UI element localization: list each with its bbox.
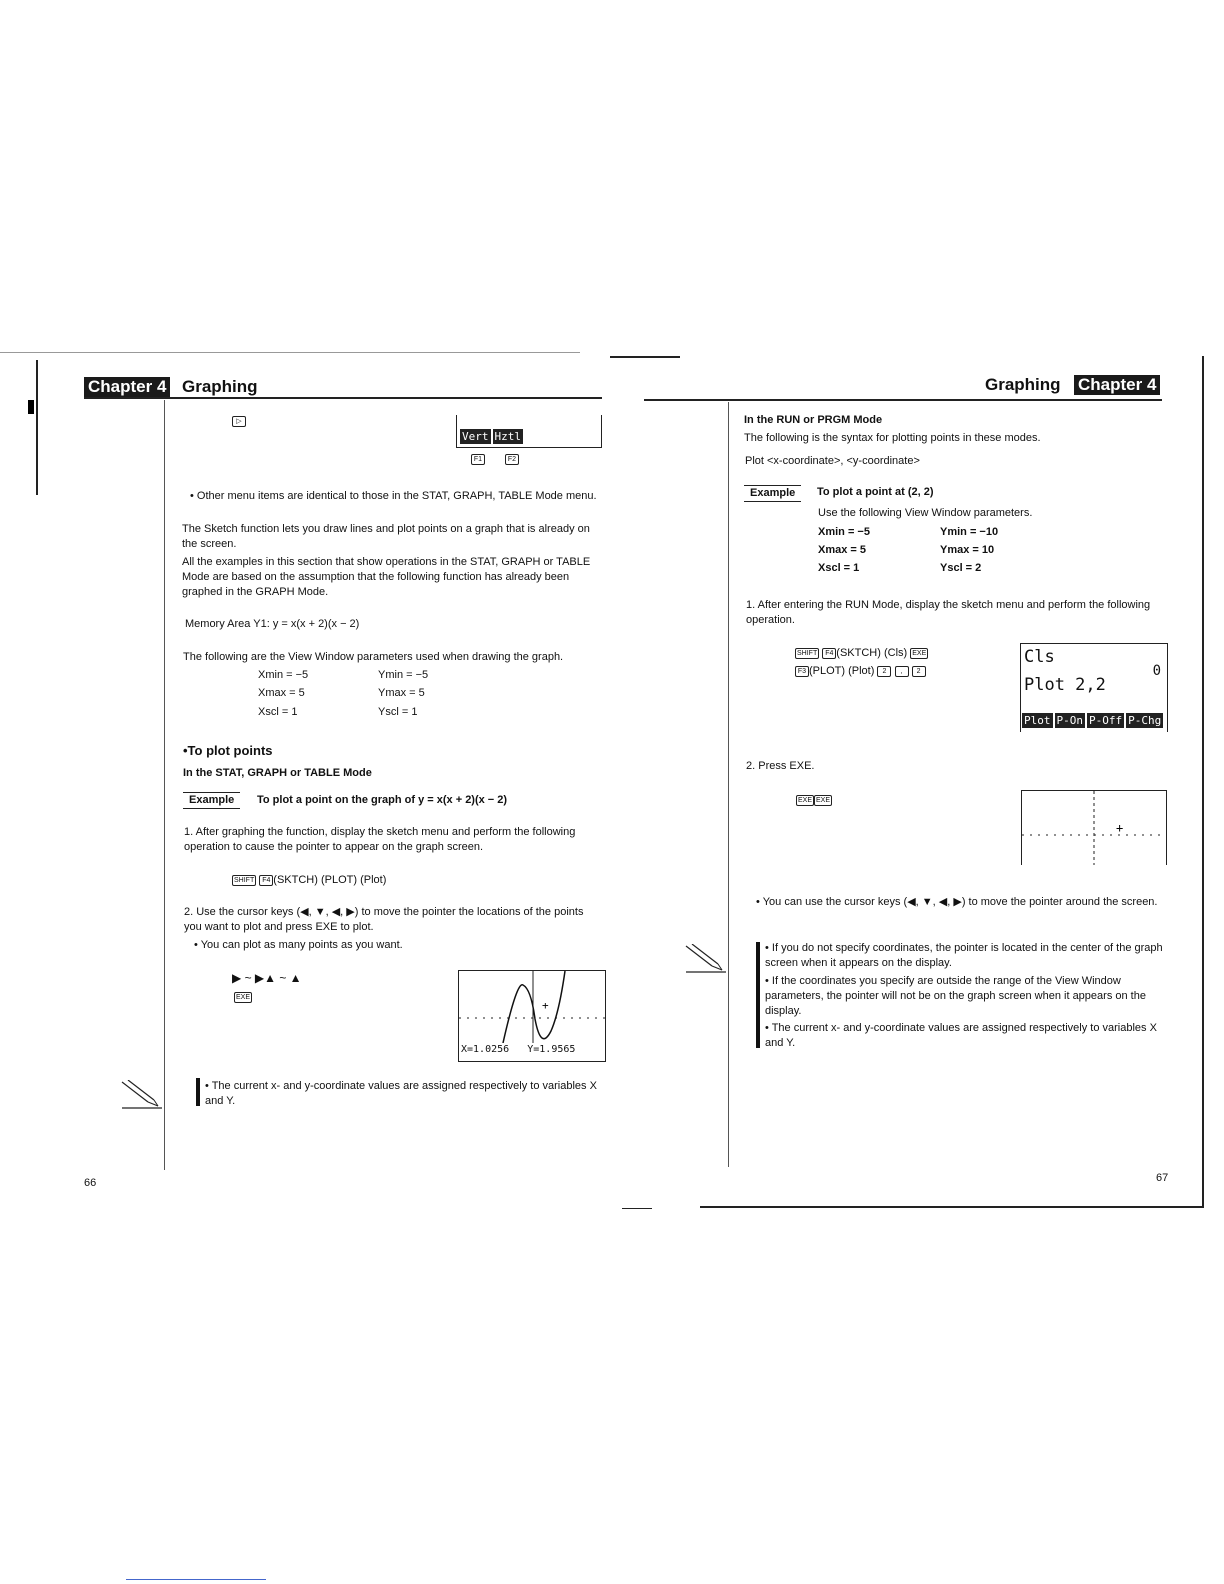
chapter-tag-left: Chapter 4 — [84, 377, 170, 397]
lcd-menu-vert-hztl — [456, 415, 602, 448]
menu-p-on[interactable]: P-On — [1054, 712, 1087, 729]
key-2b[interactable]: 2 — [912, 666, 926, 677]
f3-key-right[interactable]: F3 — [795, 666, 809, 677]
step1-right: 1. After entering the RUN Mode, display the sketch menu and perform the following operation. — [746, 599, 1151, 626]
note1-right: • If you do not specify coordinates, the pointer is located in the center of the graph screen when it appears on the display. — [765, 942, 1163, 969]
graph-plot-left — [459, 971, 605, 1043]
shift-key-right[interactable]: SHIFT — [797, 649, 818, 657]
f2-key[interactable]: F2 — [505, 452, 519, 467]
lcd-graph-left — [458, 970, 606, 1062]
exe-pair — [796, 793, 832, 808]
pencil-note-icon-right — [682, 944, 728, 974]
param-xmin-right: Xmin = −5 — [818, 526, 870, 538]
pencil-note-icon-left — [118, 1080, 164, 1110]
lcd-zero: 0 — [1152, 663, 1161, 679]
step2-left: 2. Use the cursor keys (◀, ▼, ◀, ▶) to move the pointer the locations of the points you want to plot and press EXE to plot. — [184, 906, 584, 933]
key-comma[interactable]: , — [895, 666, 909, 677]
example-text-right: To plot a point at (2, 2) — [817, 486, 934, 498]
note-other-menu: • Other menu items are identical to those in the STAT, GRAPH, TABLE Mode menu. — [190, 490, 597, 502]
lcd-readout-left — [461, 1043, 575, 1057]
cursor-key-sequence: ▶ ~ ▶▲ ~ ▲ — [232, 971, 302, 985]
page-number-left: 66 — [84, 1177, 97, 1189]
margin-line-left — [164, 400, 165, 1170]
margin-line-right — [728, 402, 729, 1167]
right-edge-line — [1202, 356, 1204, 1206]
note-bar-left — [196, 1078, 200, 1106]
syntax-intro: The following is the syntax for plotting points in these modes. — [744, 432, 1041, 444]
readout-x: X=1.0256 — [461, 1044, 510, 1055]
chapter-tag-right: Chapter 4 — [1074, 375, 1160, 395]
bottom-scan-mark — [622, 1208, 652, 1209]
top-scan-mark-right — [610, 356, 680, 358]
top-scan-line-left — [0, 352, 580, 353]
menu-p-chg[interactable]: P-Chg — [1125, 712, 1164, 729]
para-examples: All the examples in this section that show operations in the STAT, GRAPH or TABLE Mode are based on the assumption that the following function has already been graphed in the GRAPH Mode. — [182, 556, 591, 598]
f1-key[interactable]: F1 — [471, 452, 485, 467]
bottom-rule-right — [700, 1206, 1204, 1208]
lcd-graph-right — [1021, 790, 1167, 865]
param-xmax-right: Xmax = 5 — [818, 544, 867, 556]
param-yscl: Yscl = 1 — [378, 706, 418, 718]
bottom-blue-line — [126, 1579, 266, 1580]
header-rule-left — [84, 397, 602, 399]
step1-line1-right: SHIFT F4 (SKTCH) (Cls) EXE — [797, 647, 927, 659]
lcd-text-right — [1020, 643, 1168, 732]
param-xmax: Xmax = 5 — [258, 687, 305, 699]
param-ymin: Ymin = −5 — [378, 669, 429, 681]
syntax-line: Plot <x-coordinate>, <y-coordinate> — [745, 455, 920, 467]
step2-bullet-left: • You can plot as many points as you want. — [194, 939, 403, 951]
readout-y: Y=1.9565 — [527, 1044, 576, 1055]
param-xscl: Xscl = 1 — [258, 706, 298, 718]
graph-plot-right — [1022, 791, 1166, 865]
f4-key[interactable]: F4 — [259, 875, 273, 886]
param-ymax-right: Ymax = 10 — [940, 544, 995, 556]
left-edge-mark — [28, 400, 34, 414]
heading-to-plot-points: •To plot points — [183, 743, 273, 758]
left-edge-bar — [36, 360, 38, 495]
menu-vert[interactable]: Vert — [459, 428, 492, 445]
example-text-left: To plot a point on the graph of y = x(x + 2)(x − 2) — [257, 794, 508, 806]
param-ymax: Ymax = 5 — [378, 687, 425, 699]
step1-keys-left: SHIFT F4 (SKTCH) (PLOT) (Plot) — [234, 874, 387, 886]
header-rule-right — [644, 399, 1162, 401]
shift-key[interactable]: SHIFT — [234, 876, 255, 884]
menu-plot[interactable]: Plot — [1021, 712, 1054, 729]
memory-area: Memory Area Y1: y = x(x + 2)(x − 2) — [185, 618, 360, 630]
section-title-left: Graphing — [182, 377, 258, 396]
exe-key-1[interactable]: EXE — [798, 796, 813, 804]
note-bar-right — [756, 942, 760, 1048]
section-title-right: Graphing — [985, 375, 1061, 394]
lcd-line-plot: Plot 2,2 — [1024, 675, 1106, 695]
note3-right: • The current x- and y-coordinate values are assigned respectively to variables X and Y. — [765, 1022, 1157, 1049]
example-tag-right: Example — [744, 485, 801, 502]
para-sketch: The Sketch function lets you draw lines and plot points on a graph that is already on the screen. — [182, 523, 590, 550]
svg-text:+: + — [1116, 821, 1124, 835]
menu-hztl[interactable]: Hztl — [492, 428, 525, 445]
step1-left: 1. After graphing the function, display the sketch menu and perform the following operation to cause the pointer to appear on the graph screen. — [184, 826, 576, 853]
exe-key-left[interactable]: EXE — [236, 993, 251, 1001]
right-arrow-key[interactable]: ▷ — [232, 414, 246, 429]
view-window-intro-right: Use the following View Window parameters. — [818, 507, 1033, 519]
step2-right: 2. Press EXE. — [746, 760, 815, 772]
exe-key-2[interactable]: EXE — [816, 796, 831, 804]
sub-mode-left: In the STAT, GRAPH or TABLE Mode — [183, 767, 372, 779]
param-ymin-right: Ymin = −10 — [940, 526, 999, 538]
param-xmin: Xmin = −5 — [258, 669, 309, 681]
param-xscl-right: Xscl = 1 — [818, 562, 860, 574]
f4-key-right[interactable]: F4 — [822, 648, 836, 659]
view-window-intro: The following are the View Window parameters used when drawing the graph. — [183, 651, 564, 663]
param-yscl-right: Yscl = 2 — [940, 562, 982, 574]
sub-mode-right: In the RUN or PRGM Mode — [744, 414, 883, 426]
lcd-line-cls: Cls — [1024, 647, 1055, 667]
key-2a[interactable]: 2 — [877, 666, 891, 677]
exe-key-inline[interactable]: EXE — [912, 649, 927, 657]
step1-line2-right: F3 (PLOT) (Plot) 2 , 2 — [795, 664, 926, 679]
example-tag-left: Example — [183, 792, 240, 809]
menu-p-off[interactable]: P-Off — [1086, 712, 1125, 729]
note-xy-left: • The current x- and y-coordinate values are assigned respectively to variables X and Y. — [205, 1080, 597, 1107]
lcd-menu-right — [1021, 712, 1164, 729]
bullet-cursor-right: • You can use the cursor keys (◀, ▼, ◀, ▶) to move the pointer around the screen. — [756, 896, 1158, 908]
note2-right: • If the coordinates you specify are outside the range of the View Window parameters, the pointer will not be on the graph screen when it appears on the display. — [765, 975, 1146, 1017]
page-number-right: 67 — [1156, 1172, 1169, 1184]
svg-text:+: + — [542, 999, 549, 1012]
